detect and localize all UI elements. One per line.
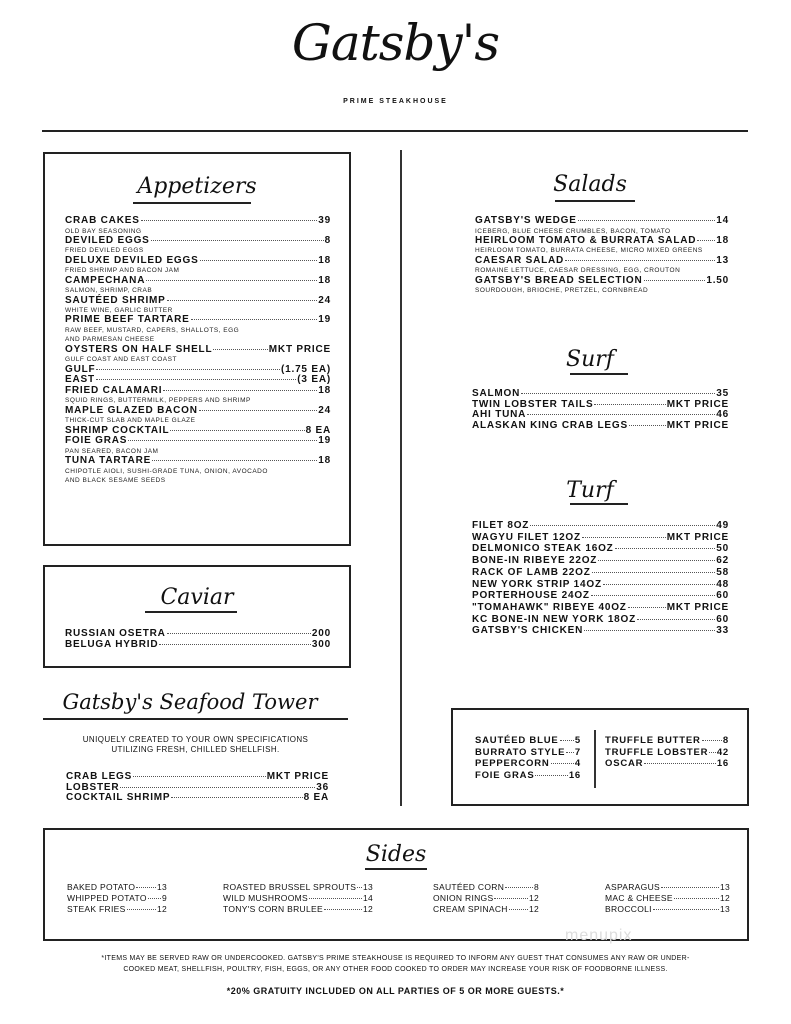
dotted-leader: [200, 260, 318, 261]
item-price: 12: [156, 904, 167, 914]
dotted-leader: [141, 220, 318, 221]
item-name: BELUGA HYBRID: [65, 638, 159, 650]
menu-item: [472, 389, 729, 400]
menu-item: [605, 747, 729, 759]
menu-item: [65, 406, 331, 417]
menu-item: [223, 893, 373, 904]
description-line: UTILIZING FRESH, CHILLED SHELLFISH.: [111, 745, 280, 754]
item-name: CAESAR SALAD: [475, 254, 565, 266]
toppings-divider: [594, 730, 596, 788]
sides-column: [223, 882, 373, 915]
item-name: MAC & CHEESE: [605, 893, 673, 903]
item-price: 24: [318, 294, 331, 306]
toppings-list-left: [475, 735, 581, 781]
sides-section: [43, 828, 749, 941]
appetizers-title: Appetizers: [137, 174, 257, 199]
item-name: SAUTÉED CORN: [433, 882, 505, 892]
item-description: HEIRLOOM TOMATO, BURRATA CHEESE, MICRO MIXED GREENS: [475, 247, 703, 255]
menu-item: [65, 345, 331, 356]
menu-item: [475, 747, 581, 759]
menu-item: [605, 893, 730, 904]
item-name: ALASKAN KING CRAB LEGS: [472, 419, 628, 431]
item-name: CRAB CAKES: [65, 215, 140, 226]
item-price: MKT PRICE: [268, 343, 331, 355]
dotted-leader: [709, 752, 716, 753]
item-price: 8: [533, 882, 539, 892]
item-name: OSCAR: [605, 758, 644, 769]
dotted-leader: [644, 763, 716, 764]
item-name: STEAK FRIES: [67, 904, 126, 914]
item-name: DEVILED EGGS: [65, 234, 150, 246]
item-price: 14: [716, 215, 729, 226]
dotted-leader: [133, 776, 266, 777]
item-price: 5: [574, 735, 581, 746]
menu-item: [433, 882, 539, 893]
item-price: MKT PRICE: [666, 601, 729, 613]
dotted-leader: [127, 909, 156, 910]
item-price: 18: [318, 254, 331, 266]
sides-title: Sides: [365, 842, 427, 867]
item-price: 19: [318, 435, 331, 447]
title-underline: [570, 503, 628, 505]
dotted-leader: [629, 425, 666, 426]
item-price: (1.75 EA): [281, 363, 331, 375]
menu-item: [65, 436, 331, 447]
item-price: 42: [716, 746, 729, 758]
item-price: 60: [716, 590, 729, 602]
item-name: TRUFFLE LOBSTER: [605, 746, 709, 758]
dotted-leader: [357, 887, 362, 888]
dotted-leader: [594, 404, 665, 405]
turf-title: Turf: [566, 478, 614, 503]
item-name: COCKTAIL SHRIMP: [66, 792, 171, 804]
menu-item: [223, 904, 373, 915]
menu-item: [605, 904, 730, 915]
menu-item: [472, 555, 729, 567]
toppings-list-right: [605, 735, 729, 770]
menu-item: [65, 629, 331, 640]
salads-list: [475, 216, 729, 296]
dotted-leader: [521, 393, 715, 394]
item-name: SALMON: [472, 388, 521, 399]
dotted-leader: [213, 349, 267, 350]
menu-item: [223, 882, 373, 893]
item-description: WHITE WINE, GARLIC BUTTER: [65, 307, 173, 315]
dotted-leader: [582, 537, 666, 538]
item-price: 1.50: [706, 274, 729, 286]
item-price: 13: [716, 254, 729, 266]
dotted-leader: [584, 630, 715, 631]
item-price: 14: [362, 893, 373, 903]
item-price: MKT PRICE: [666, 531, 729, 543]
item-price: 33: [716, 625, 729, 637]
dotted-leader: [674, 898, 719, 899]
item-description: FRIED SHRIMP AND BACON JAM: [65, 267, 180, 275]
item-price: 8 EA: [303, 792, 329, 804]
item-name: DELMONICO STEAK 16OZ: [472, 543, 614, 555]
sides-column: [605, 882, 730, 915]
title-underline: [570, 373, 628, 375]
item-name: TUNA TARTARE: [65, 454, 152, 466]
menu-item: [605, 735, 729, 747]
dotted-leader: [628, 607, 666, 608]
item-name: AHI TUNA: [472, 409, 527, 421]
dotted-leader: [167, 633, 311, 634]
item-name: MAPLE GLAZED BACON: [65, 404, 198, 416]
menu-item: [65, 236, 331, 247]
disclaimer-line: COOKED MEAT, SHELLFISH, POULTRY, FISH, EGGS, OR ANY OTHER FOOD COOKED TO ORDER MAY INCREASE YOUR RISK OF FOODBORNE ILLNESS.: [123, 966, 668, 973]
dotted-leader: [199, 410, 318, 411]
dotted-leader: [644, 280, 706, 281]
dotted-leader: [494, 898, 527, 899]
menu-item: [66, 793, 329, 804]
menu-item: [67, 904, 167, 915]
gratuity-note: *20% GRATUITY INCLUDED ON ALL PARTIES OF 5 OR MORE GUESTS.*: [226, 986, 565, 996]
dotted-leader: [120, 787, 315, 788]
menu-item: [65, 365, 331, 376]
dotted-leader: [146, 280, 317, 281]
item-price: 13: [156, 882, 167, 892]
item-price: 8 EA: [305, 424, 331, 436]
menu-item: [67, 893, 167, 904]
item-name: WAGYU FILET 12OZ: [472, 531, 581, 543]
menu-item: [605, 758, 729, 770]
item-price: 58: [716, 566, 729, 578]
restaurant-logo: Gatsby's: [291, 14, 500, 72]
dotted-leader: [566, 752, 574, 753]
menu-item: [472, 421, 729, 432]
item-name: DELUXE DEVILED EGGS: [65, 254, 199, 266]
item-name: BAKED POTATO: [67, 882, 136, 892]
item-description: ICEBERG, BLUE CHEESE CRUMBLES, BACON, TOMATO: [475, 227, 671, 235]
menu-item: [472, 532, 729, 544]
menu-item: [475, 236, 729, 247]
seafood-tower-list: [66, 772, 329, 804]
dotted-leader: [170, 430, 304, 431]
dotted-leader: [128, 440, 317, 441]
menu-item: [605, 882, 730, 893]
item-name: BROCCOLI: [605, 904, 652, 914]
dotted-leader: [637, 619, 715, 620]
item-name: PEPPERCORN: [475, 758, 550, 769]
item-name: GATSBY'S BREAD SELECTION: [475, 274, 643, 286]
dotted-leader: [527, 414, 715, 415]
item-name: LOBSTER: [66, 781, 120, 793]
dotted-leader: [309, 898, 362, 899]
dotted-leader: [163, 390, 317, 391]
menu-item: [475, 216, 729, 227]
dotted-leader: [151, 240, 324, 241]
item-description: SOURDOUGH, BRIOCHE, PRETZEL, CORNBREAD: [475, 287, 649, 295]
item-name: FOIE GRAS: [475, 769, 535, 781]
item-name: FILET 8OZ: [472, 520, 530, 531]
menu-item: [475, 276, 729, 287]
item-name: RACK OF LAMB 22OZ: [472, 566, 591, 578]
item-price: 36: [316, 781, 329, 793]
disclaimer-line: *ITEMS MAY BE SERVED RAW OR UNDERCOOKED. GATSBY'S PRIME STEAKHOUSE IS REQUIRED TO INFORM ANY GUEST THAT CONSUMES ANY RAW OR UNDER-: [101, 955, 690, 962]
item-price: 4: [574, 758, 581, 769]
dotted-leader: [598, 560, 715, 561]
toppings-section: [451, 708, 749, 806]
item-name: SAUTÉED SHRIMP: [65, 294, 166, 306]
item-description: CHIPOTLE AIOLI, SUSHI-GRADE TUNA, ONION, AVOCADO: [65, 467, 268, 475]
dotted-leader: [592, 572, 716, 573]
item-name: SAUTÉED BLUE: [475, 735, 559, 746]
item-name: GULF: [65, 363, 96, 375]
dotted-leader: [535, 775, 567, 776]
item-price: 12: [719, 893, 730, 903]
dotted-leader: [697, 240, 715, 241]
menu-item: [65, 640, 331, 651]
title-underline: [555, 200, 635, 202]
title-underline: [43, 718, 348, 720]
menu-item: [472, 625, 729, 637]
item-price: MKT PRICE: [666, 419, 729, 431]
item-name: BURRATO STYLE: [475, 746, 566, 758]
dotted-leader: [136, 887, 156, 888]
item-name: ROASTED BRUSSEL SPROUTS: [223, 882, 357, 892]
menu-item: [65, 296, 331, 307]
item-price: MKT PRICE: [666, 398, 729, 410]
item-description: AND PARMESAN CHEESE: [65, 336, 155, 344]
item-price: 60: [716, 613, 729, 625]
item-name: TONY'S CORN BRULEE: [223, 904, 323, 914]
menu-item: [472, 543, 729, 555]
watermark: menupix: [565, 927, 633, 944]
dotted-leader: [509, 909, 528, 910]
appetizers-list: [65, 216, 331, 485]
menu-item: [475, 256, 729, 267]
dotted-leader: [191, 319, 318, 320]
title-underline: [145, 611, 237, 613]
item-name: GATSBY'S CHICKEN: [472, 625, 584, 637]
item-description: RAW BEEF, MUSTARD, CAPERS, SHALLOTS, EGG: [65, 327, 240, 335]
item-description: SALMON, SHRIMP, CRAB: [65, 287, 153, 295]
item-price: 12: [528, 893, 539, 903]
item-price: 49: [716, 520, 729, 531]
item-price: 48: [716, 578, 729, 590]
menu-item: [65, 216, 331, 227]
restaurant-subtitle: PRIME STEAKHOUSE: [343, 98, 448, 105]
item-price: (3 EA): [297, 374, 331, 386]
dotted-leader: [661, 887, 719, 888]
item-price: 9: [161, 893, 167, 903]
menu-item: [472, 579, 729, 591]
item-price: 8: [324, 234, 331, 246]
dotted-leader: [578, 220, 716, 221]
caviar-list: [65, 629, 331, 650]
item-price: 7: [574, 746, 581, 758]
item-price: 46: [716, 409, 729, 421]
item-name: RUSSIAN OSETRA: [65, 628, 166, 639]
menu-item: [472, 602, 729, 614]
header-divider: [42, 130, 748, 132]
dotted-leader: [603, 584, 715, 585]
menu-item: [65, 256, 331, 267]
dotted-leader: [702, 740, 722, 741]
disclaimer: [40, 953, 751, 975]
appetizers-section: [43, 152, 351, 546]
item-name: TRUFFLE BUTTER: [605, 735, 701, 746]
dotted-leader: [560, 740, 574, 741]
item-name: GATSBY'S WEDGE: [475, 215, 577, 226]
item-price: 12: [528, 904, 539, 914]
item-name: TWIN LOBSTER TAILS: [472, 398, 594, 410]
dotted-leader: [653, 909, 719, 910]
item-price: 35: [716, 388, 729, 399]
item-price: 13: [719, 904, 730, 914]
menu-item: [67, 882, 167, 893]
item-price: 18: [318, 384, 331, 396]
menu-item: [65, 386, 331, 397]
item-price: 19: [318, 314, 331, 326]
title-underline: [365, 868, 427, 870]
surf-list: [472, 389, 729, 431]
menu-item: [65, 276, 331, 287]
item-price: 12: [362, 904, 373, 914]
item-description: THICK-CUT SLAB AND MAPLE GLAZE: [65, 417, 196, 425]
item-description: ROMAINE LETTUCE, CAESAR DRESSING, EGG, CROUTON: [475, 267, 681, 275]
item-description: FRIED DEVILED EGGS: [65, 247, 144, 255]
item-price: 18: [716, 234, 729, 246]
turf-list: [472, 520, 729, 637]
dotted-leader: [565, 260, 715, 261]
caviar-title: Caviar: [160, 585, 234, 610]
dotted-leader: [148, 898, 161, 899]
dotted-leader: [324, 909, 362, 910]
item-price: 18: [318, 454, 331, 466]
menu-item: [472, 590, 729, 602]
item-price: 13: [362, 882, 373, 892]
item-name: FOIE GRAS: [65, 435, 128, 447]
sides-column: [433, 882, 539, 915]
item-price: 8: [722, 735, 729, 746]
item-description: OLD BAY SEASONING: [65, 227, 142, 235]
item-name: ONION RINGS: [433, 893, 494, 903]
item-name: PRIME BEEF TARTARE: [65, 314, 190, 326]
dotted-leader: [159, 644, 311, 645]
dotted-leader: [615, 548, 716, 549]
item-name: BONE-IN RIBEYE 22OZ: [472, 555, 598, 567]
item-name: NEW YORK STRIP 14OZ: [472, 578, 602, 590]
item-price: 200: [311, 628, 331, 639]
item-name: "TOMAHAWK" RIBEYE 40OZ: [472, 601, 627, 613]
menu-item: [66, 772, 329, 783]
item-name: CREAM SPINACH: [433, 904, 508, 914]
item-price: MKT PRICE: [266, 771, 329, 782]
item-name: EAST: [65, 374, 95, 386]
item-price: 39: [318, 215, 331, 226]
item-description: SQUID RINGS, BUTTERMILK, PEPPERS AND SHRIMP: [65, 397, 251, 405]
item-price: 18: [318, 274, 331, 286]
description-line: UNIQUELY CREATED TO YOUR OWN SPECIFICATIONS: [82, 735, 309, 744]
item-price: 16: [568, 769, 581, 781]
item-name: HEIRLOOM TOMATO & BURRATA SALAD: [475, 234, 697, 246]
item-price: 13: [719, 882, 730, 892]
menu-item: [65, 315, 331, 326]
dotted-leader: [551, 763, 574, 764]
dotted-leader: [171, 797, 302, 798]
menu-item: [433, 904, 539, 915]
item-price: 300: [311, 638, 331, 650]
seafood-tower-title: Gatsby's Seafood Tower: [62, 690, 318, 714]
menu-item: [472, 520, 729, 532]
item-price: 16: [716, 758, 729, 769]
item-price: 24: [318, 404, 331, 416]
seafood-tower-description: [43, 735, 348, 755]
dotted-leader: [96, 379, 296, 380]
menu-item: [472, 614, 729, 626]
menu-item: [65, 456, 331, 467]
menu-item: [475, 758, 581, 770]
item-name: WHIPPED POTATO: [67, 893, 147, 903]
item-name: WILD MUSHROOMS: [223, 893, 308, 903]
menu-item: [472, 567, 729, 579]
surf-title: Surf: [566, 347, 614, 372]
caviar-section: [43, 565, 351, 668]
item-description: PAN SEARED, BACON JAM: [65, 447, 159, 455]
item-name: ASPARAGUS: [605, 882, 660, 892]
column-divider: [400, 150, 402, 806]
dotted-leader: [96, 369, 280, 370]
item-name: CAMPECHANA: [65, 274, 146, 286]
item-name: PORTERHOUSE 24OZ: [472, 590, 590, 602]
title-underline: [133, 202, 251, 204]
dotted-leader: [530, 525, 715, 526]
item-name: CRAB LEGS: [66, 771, 133, 782]
dotted-leader: [505, 887, 533, 888]
menu-item: [475, 770, 581, 782]
item-name: FRIED CALAMARI: [65, 384, 163, 396]
item-name: OYSTERS ON HALF SHELL: [65, 343, 213, 355]
salads-title: Salads: [553, 172, 627, 197]
item-name: KC BONE-IN NEW YORK 18OZ: [472, 613, 637, 625]
item-description: AND BLACK SESAME SEEDS: [65, 476, 166, 484]
item-name: SHRIMP COCKTAIL: [65, 424, 170, 436]
dotted-leader: [152, 460, 317, 461]
item-price: 50: [716, 543, 729, 555]
item-description: GULF COAST AND EAST COAST: [65, 356, 177, 364]
menu-item: [433, 893, 539, 904]
item-price: 62: [716, 555, 729, 567]
menu-item: [475, 735, 581, 747]
sides-column: [67, 882, 167, 915]
dotted-leader: [591, 595, 715, 596]
dotted-leader: [167, 300, 318, 301]
